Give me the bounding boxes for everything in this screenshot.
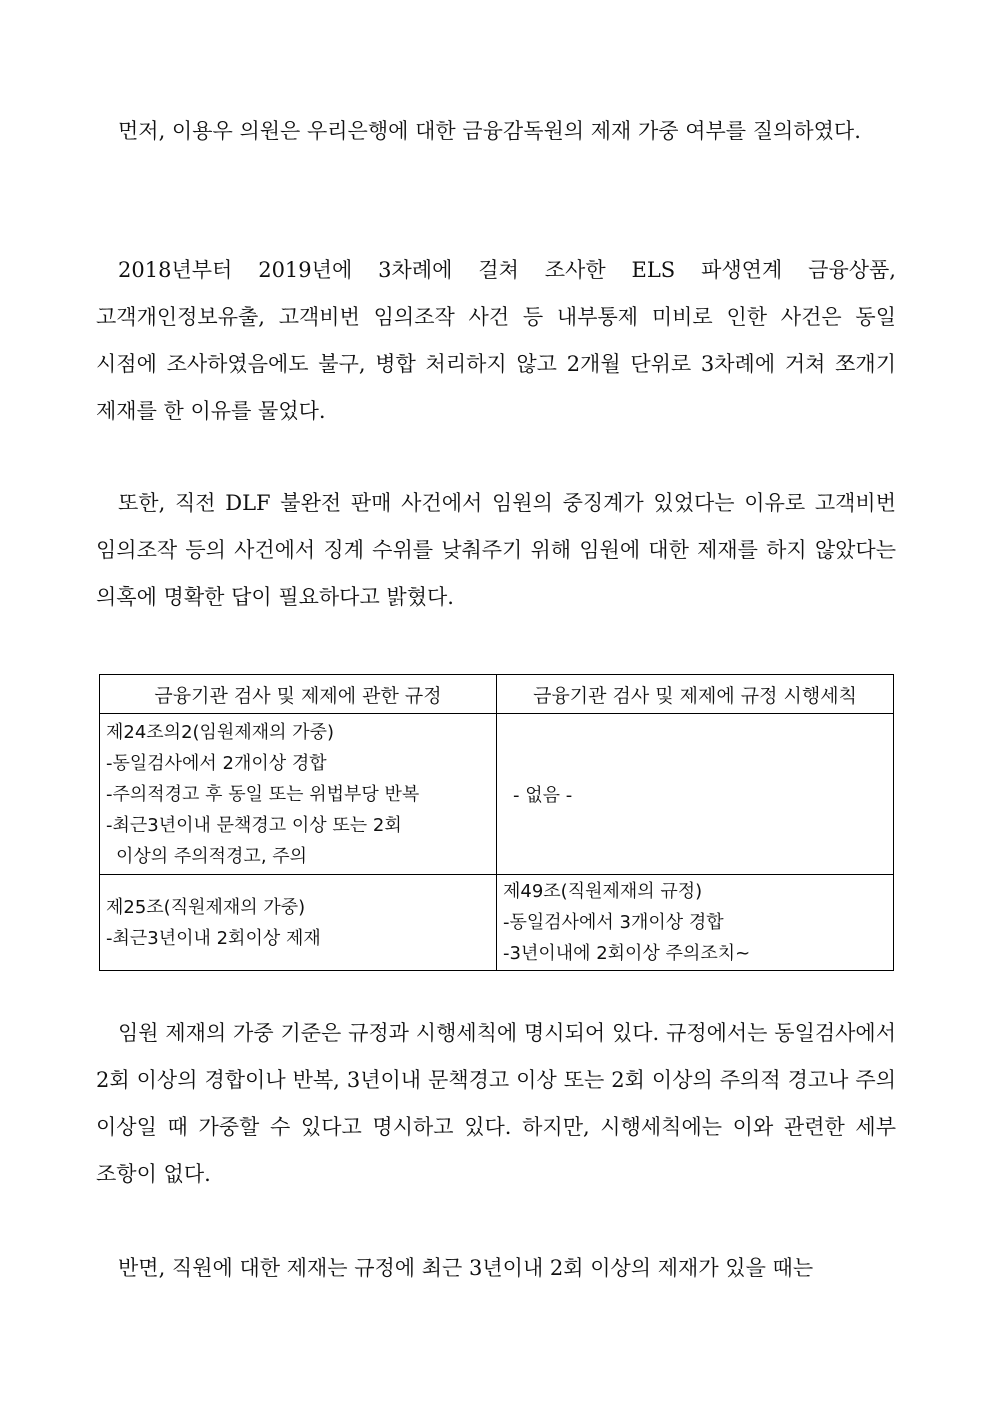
cell-line: 제25조(직원제재의 가중) [106, 896, 306, 918]
header-enforcement-rules: 금융기관 검사 및 제제에 규정 시행세칙 [497, 675, 894, 714]
cell-line: -동일검사에서 2개이상 경합 [106, 752, 327, 774]
cell-line: 이상의 주의적경고, 주의 [116, 845, 308, 867]
table-header-row [100, 675, 894, 714]
cell-line: -최근3년이내 2회이상 제재 [106, 927, 321, 949]
cell-line: -최근3년이내 문책경고 이상 또는 2회 [106, 814, 402, 836]
cell-line: 제24조의2(임원제재의 가중) [106, 721, 335, 743]
regulation-comparison-table [99, 674, 894, 971]
paragraph-dlf-suspicion: 또한, 직전 DLF 불완전 판매 사건에서 임원의 중징계가 있었다는 이유로 고객비번 임의조작 등의 사건에서 징계 수위를 낮춰주기 위해 임원에 대한 제재를 하지 않았다는 의혹에 명확한 답이 필요하다고 밝혔다. [96, 491, 896, 609]
cell-line: -3년이내에 2회이상 주의조치~ [503, 943, 751, 964]
header-regulation: 금융기관 검사 및 제제에 관한 규정 [100, 675, 497, 714]
employee-rule-cell [497, 875, 894, 971]
none-cell: - 없음 - [497, 714, 894, 875]
cell-line: -주의적경고 후 동일 또는 위법부당 반복 [106, 783, 420, 805]
cell-line: 제49조(직원제재의 규정) [503, 881, 703, 902]
cell-line: -동일검사에서 3개이상 경합 [503, 912, 724, 933]
paragraph-employee-sanctions: 반면, 직원에 대한 제재는 규정에 최근 3년이내 2회 이상의 제재가 있을 때는 [118, 1256, 814, 1280]
employee-sanction-cell [100, 875, 497, 971]
paragraph-split-sanctions: 2018년부터 2019년에 3차례에 걸쳐 조사한 ELS 파생연계 금융상품, 고객개인정보유출, 고객비번 임의조작 사건 등 내부통제 미비로 인한 사건은 동일 시점에 조사하였음에도 불구, 병합 처리하지 않고 2개월 단위로 3차례에 거쳐 쪼개기 제재를 한 이유를 물었다. [96, 258, 896, 423]
table-row [100, 714, 894, 875]
executive-sanction-cell [100, 714, 497, 875]
table-row [100, 875, 894, 971]
paragraph-questioning: 먼저, 이용우 의원은 우리은행에 대한 금융감독원의 제재 가중 여부를 질의하였다. [118, 119, 861, 143]
paragraph-aggravation-criteria: 임원 제재의 가중 기준은 규정과 시행세칙에 명시되어 있다. 규정에서는 동일검사에서 2회 이상의 경합이나 반복, 3년이내 문책경고 이상 또는 2회 이상의 주의적 경고나 주의 이상일 때 가중할 수 있다고 명시하고 있다. 하지만, 시행세칙에는 이와 관련한 세부 조항이 없다. [96, 1021, 896, 1186]
